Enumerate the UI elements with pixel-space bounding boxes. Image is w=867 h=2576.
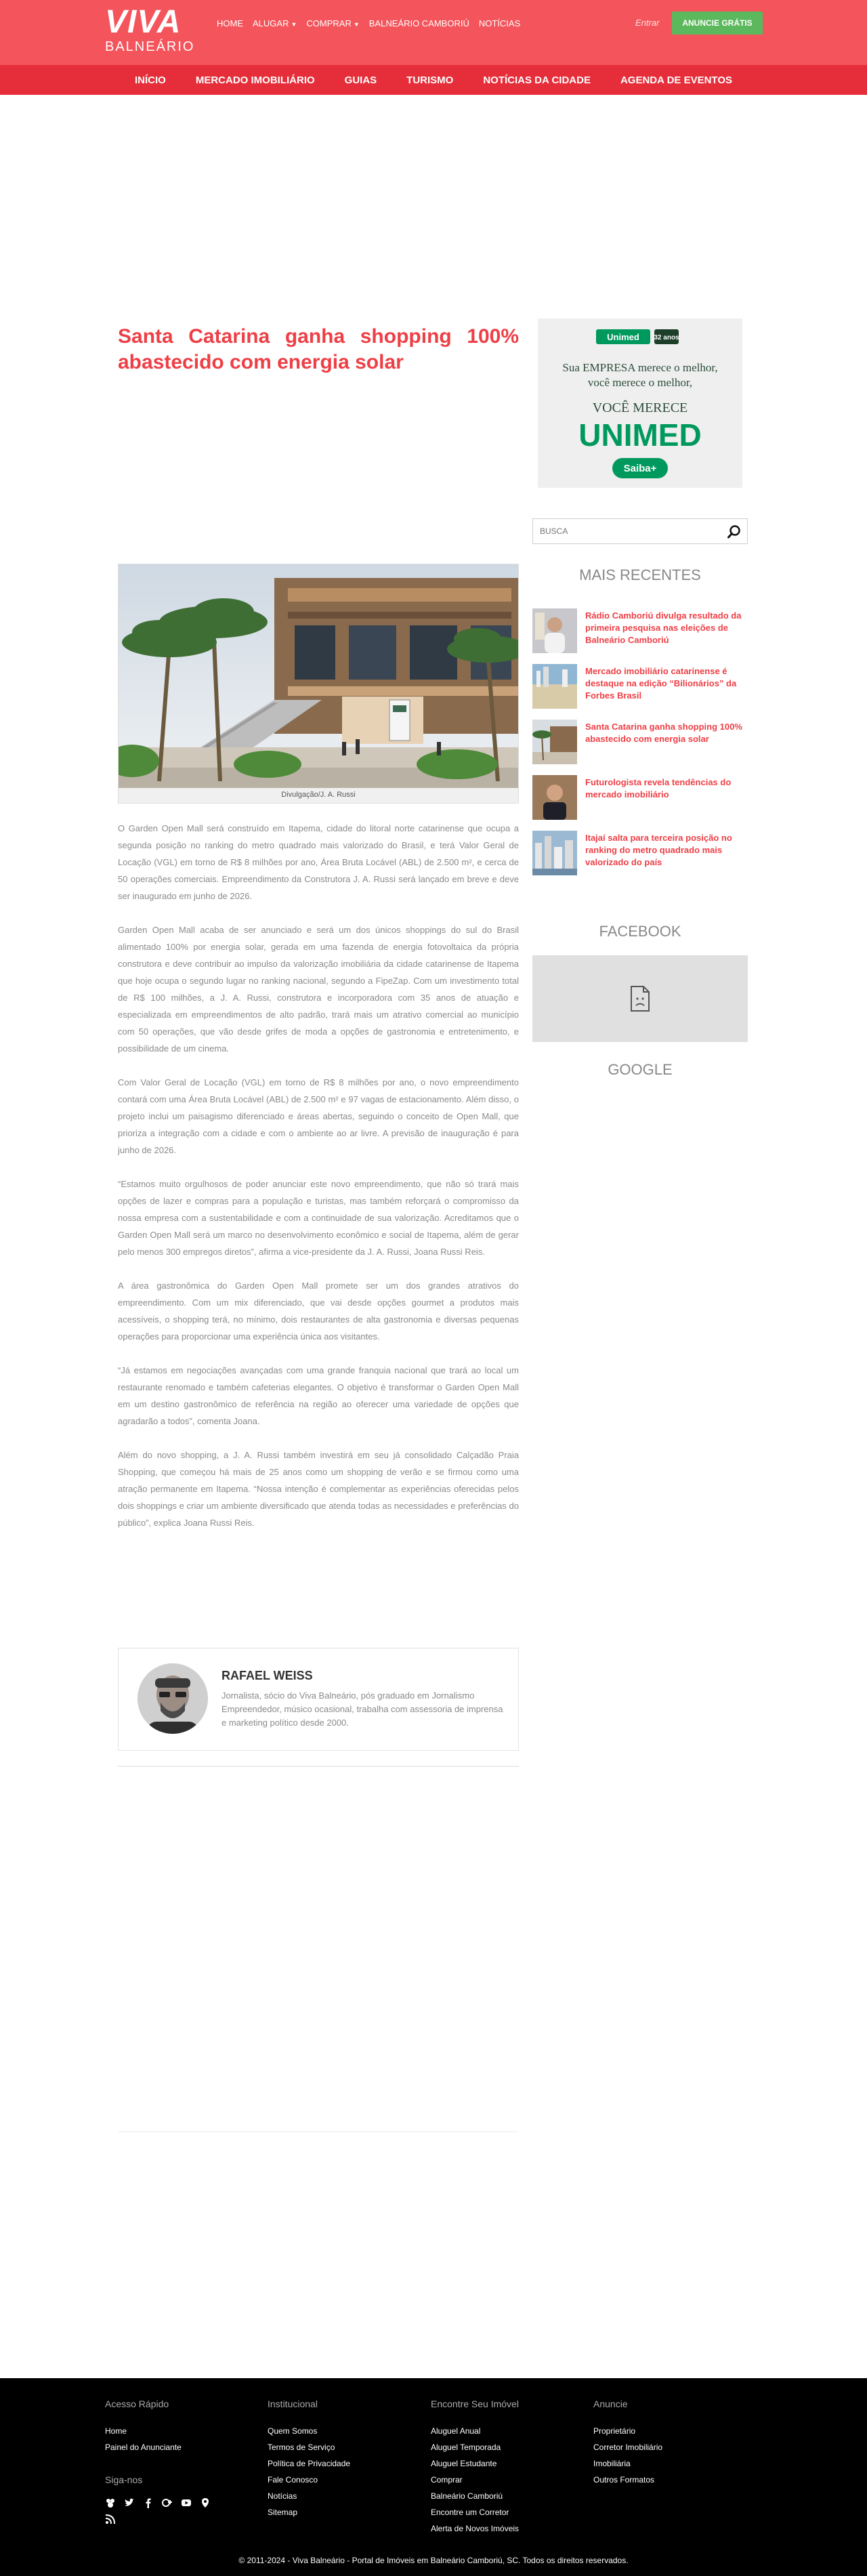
footer-link[interactable]: Corretor Imobiliário	[593, 2443, 663, 2452]
foursquare-icon[interactable]	[105, 2497, 116, 2508]
article-body	[118, 820, 519, 1548]
anuncie-gratis-button[interactable]: ANUNCIE GRÁTIS	[672, 12, 763, 35]
footer-link[interactable]: Encontre um Corretor	[431, 2508, 509, 2517]
broken-document-icon	[630, 985, 650, 1016]
top-nav	[217, 18, 520, 28]
footer-col-title: Acesso Rápido	[105, 2398, 169, 2409]
author-box	[118, 1648, 519, 1751]
footer	[0, 2378, 867, 2576]
paragraph: Com Valor Geral de Locação (VGL) em torno de R$ 8 milhões por ano, o novo empreendimento contará com uma Área Bruta Locável (ABL) de 2.500 m² e 97 vagas de estacionamento. Além disso, o projeto inclui um paisagismo diferenciado e áreas abertas, seguindo o conceito de Open Mall, que prioriza a integração com a cidade e com o ambiente ao ar livre. A previsão de inauguração é para junho de 2026.	[118, 1077, 519, 1155]
recent-title[interactable]: Rádio Camboriú divulga resultado da primeira pesquisa nas eleições de Balneário Camboriú	[585, 610, 742, 645]
recent-title[interactable]: Itajaí salta para terceira posição no ranking do metro quadrado mais valorizado do país	[585, 833, 732, 867]
recent-thumbnail	[532, 831, 577, 875]
paragraph: Além do novo shopping, a J. A. Russi também investirá em seu já consolidado Calçadão Praia Shopping, que começou há mais de 25 anos como um shopping de verão e se firmou como uma atração permanente em Itapema. “Nossa intenção é complementar as experiências oferecidas pelos dois shoppings e criar um ambiente diversificado que atenda todas as necessidades e preferências do público”, explica Joana Russi Reis.	[118, 1450, 519, 1528]
social-links	[105, 2497, 227, 2525]
main-nav-agenda[interactable]: AGENDA DE EVENTOS	[620, 74, 732, 86]
footer-link[interactable]: Aluguel Temporada	[431, 2443, 501, 2452]
footer-link[interactable]: Quem Somos	[268, 2426, 318, 2436]
recent-title[interactable]: Mercado imobiliário catarinense é destaque na edição “Bilionários” da Forbes Brasil	[585, 666, 737, 701]
footer-link[interactable]: Sitemap	[268, 2508, 298, 2517]
footer-col-title: Encontre Seu Imóvel	[431, 2398, 519, 2409]
footer-link[interactable]: Painel do Anunciante	[105, 2443, 182, 2452]
rss-icon[interactable]	[105, 2514, 116, 2525]
facebook-heading: FACEBOOK	[599, 923, 681, 940]
footer-link[interactable]: Comprar	[431, 2475, 463, 2485]
footer-link[interactable]: Imobiliária	[593, 2459, 631, 2468]
footer-link[interactable]: Aluguel Estudante	[431, 2459, 497, 2468]
footer-link[interactable]: Fale Conosco	[268, 2475, 318, 2485]
recent-item[interactable]	[532, 831, 748, 886]
recent-title[interactable]: Santa Catarina ganha shopping 100% abastecido com energia solar	[585, 722, 742, 744]
copyright: © 2011-2024 - Viva Balneário - Portal de Imóveis em Balneário Camboriú, SC. Todos os direitos reservados.	[238, 2556, 629, 2565]
main-nav-noticias-cidade[interactable]: NOTÍCIAS DA CIDADE	[483, 74, 591, 86]
author-avatar	[138, 1663, 208, 1734]
footer-link[interactable]: Proprietário	[593, 2426, 636, 2436]
unimed-ad-banner[interactable]	[538, 318, 742, 488]
paragraph: O Garden Open Mall será construído em Itapema, cidade do litoral norte catarinense que ocupa a segunda posição no ranking do metro quadrado mais valorizado do Brasil, e terá Valor Geral de Locação (VGL) em torno de R$ 8 milhões por ano, Área Bruta Locável (ABL) de 2.500 m², e cerca de 50 operações comerciais. Empreendimento da Construtora J. A. Russi será lançado em breve e deve ser inaugurado em junho de 2026.	[118, 823, 519, 901]
login-link[interactable]: Entrar	[635, 18, 660, 28]
footer-col-encontre	[431, 2398, 519, 2537]
main-nav-guias[interactable]: GUIAS	[344, 74, 377, 86]
recent-thumbnail	[532, 664, 577, 709]
footer-col-title: Anuncie	[593, 2398, 628, 2409]
article-image	[118, 564, 519, 804]
footer-link[interactable]: Política de Privacidade	[268, 2459, 351, 2468]
top-nav-alugar[interactable]: ALUGAR ▼	[253, 18, 297, 28]
footer-link[interactable]: Notícias	[268, 2491, 297, 2501]
ad-brand-big: UNIMED	[578, 417, 702, 453]
caret-down-icon: ▼	[353, 21, 360, 28]
recent-thumbnail	[532, 720, 577, 764]
paragraph: “Já estamos em negociações avançadas com uma grande franquia nacional que trará ao local um restaurante renomado e também cafeterias elegantes. O objetivo é transformar o Garden Open Mall em um destino gastronômico de referência na região ao oferecer uma variedade de opções que agradarão a todos”, comenta Joana.	[118, 1365, 519, 1426]
facebook-widget[interactable]	[532, 955, 748, 1042]
image-caption: Divulgação/J. A. Russi	[281, 791, 356, 799]
footer-link[interactable]: Balneário Camboriú	[431, 2491, 503, 2501]
footer-col-acesso	[105, 2398, 182, 2455]
search-icon[interactable]	[727, 524, 742, 539]
search-box	[532, 518, 748, 544]
top-nav-noticias[interactable]: NOTÍCIAS	[478, 18, 521, 28]
caret-down-icon: ▼	[291, 21, 297, 28]
recent-list	[532, 608, 748, 886]
recent-item[interactable]	[532, 664, 748, 720]
search-input[interactable]	[538, 523, 715, 539]
footer-link[interactable]: Termos de Serviço	[268, 2443, 335, 2452]
map-pin-icon[interactable]	[200, 2497, 211, 2508]
top-bar	[0, 0, 867, 65]
paragraph: A área gastronômica do Garden Open Mall promete ser um dos grandes atrativos do empreendimento. Com um mix diferenciado, que vai desde opções gourmet a produtos mais acessíveis, o shopping terá, no mínimo, dois restaurantes de alta gastronomia e diversas pequenas operações para proporcionar uma experiência única aos visitantes.	[118, 1281, 519, 1342]
author-bio: Jornalista, sócio do Viva Balneário, pós graduado em Jornalismo Empreendedor, músico ocasional, trabalha com assessoria de imprensa e marketing político desde 2000.	[221, 1690, 503, 1728]
facebook-icon[interactable]	[143, 2497, 154, 2508]
recent-title[interactable]: Futurologista revela tendências do mercado imobiliário	[585, 777, 732, 799]
recent-heading: MAIS RECENTES	[579, 566, 701, 583]
author-name: RAFAEL WEISS	[221, 1669, 313, 1682]
recent-item[interactable]	[532, 775, 748, 831]
google-plus-icon[interactable]	[162, 2497, 173, 2508]
recent-thumbnail	[532, 608, 577, 653]
main-nav	[0, 65, 867, 95]
footer-link[interactable]: Outros Formatos	[593, 2475, 655, 2485]
footer-col-title: Institucional	[268, 2398, 318, 2409]
main-nav-turismo[interactable]: TURISMO	[406, 74, 454, 86]
footer-col-anuncie	[593, 2398, 662, 2488]
mall-photo	[119, 564, 518, 788]
ad-line-1: Sua EMPRESA merece o melhor,	[562, 361, 718, 374]
footer-col-institucional	[268, 2398, 350, 2520]
google-heading: GOOGLE	[608, 1061, 673, 1078]
top-nav-balneario[interactable]: BALNEÁRIO CAMBORIÚ	[368, 18, 469, 28]
article-title: Santa Catarina ganha shopping 100% abastecido com energia solar	[118, 325, 519, 373]
paragraph: “Estamos muito orgulhosos de poder anunciar este novo empreendimento, que não só trará mais opções de lazer e compras para a população e turistas, mas também reforçará o compromisso da nossa empresa com a sustentabilidade e com a continuidade de sua valorização. Acreditamos que o Garden Open Mall será um marco no desenvolvimento econômico e social de Itapema, além de gerar pelo menos 300 empregos diretos”, afirma a vice-presidente da J. A. Russi, Joana Russi Reis.	[118, 1179, 519, 1257]
youtube-icon[interactable]	[181, 2497, 192, 2508]
twitter-icon[interactable]	[124, 2497, 135, 2508]
ad-line-2: você merece o melhor,	[587, 376, 693, 389]
recent-thumbnail	[532, 775, 577, 820]
main-nav-mercado[interactable]: MERCADO IMOBILIÁRIO	[195, 74, 315, 86]
ad-line-3: VOCÊ MERECE	[592, 400, 688, 415]
main-nav-inicio[interactable]: INÍCIO	[134, 74, 166, 86]
footer-link[interactable]: Aluguel Anual	[431, 2426, 481, 2436]
footer-link[interactable]: Home	[105, 2426, 127, 2436]
recent-item[interactable]	[532, 720, 748, 775]
site-logo[interactable]: VIVA BALNEÁRIO	[105, 4, 195, 54]
recent-item[interactable]	[532, 608, 748, 664]
top-nav-comprar[interactable]: COMPRAR ▼	[306, 18, 360, 28]
ad-brand-small: Unimed	[607, 332, 639, 342]
footer-link[interactable]: Alerta de Novos Imóveis	[431, 2524, 520, 2533]
top-nav-home[interactable]: HOME	[217, 18, 243, 28]
ad-badge: 32 anos	[654, 334, 679, 341]
ad-cta: Saiba+	[623, 463, 657, 474]
divider	[118, 1766, 519, 1767]
paragraph: Garden Open Mall acaba de ser anunciado e será um dos únicos shoppings do sul do Brasil alimentado 100% por energia solar, gerada em uma fazenda de energia fotovoltaica da própria construtora e deve contribuir ao impulso da valorização imobiliária da cidade catarinense de Itapema que hoje ocupa o segundo lugar no ranking nacional, segundo a FipeZap. Com um investimento total de R$ 100 milhões, a J. A. Russi, construtora e incorporadora com 35 anos de atuação e especializada em empreendimentos de alto padrão, trará mais um atrativo comercial ao município com 50 operações, que vão desde grifes de moda a opções de gastronomia e entretenimento, e possibilidade de um cinema.	[118, 925, 519, 1054]
social-heading: Siga-nos	[105, 2474, 143, 2485]
